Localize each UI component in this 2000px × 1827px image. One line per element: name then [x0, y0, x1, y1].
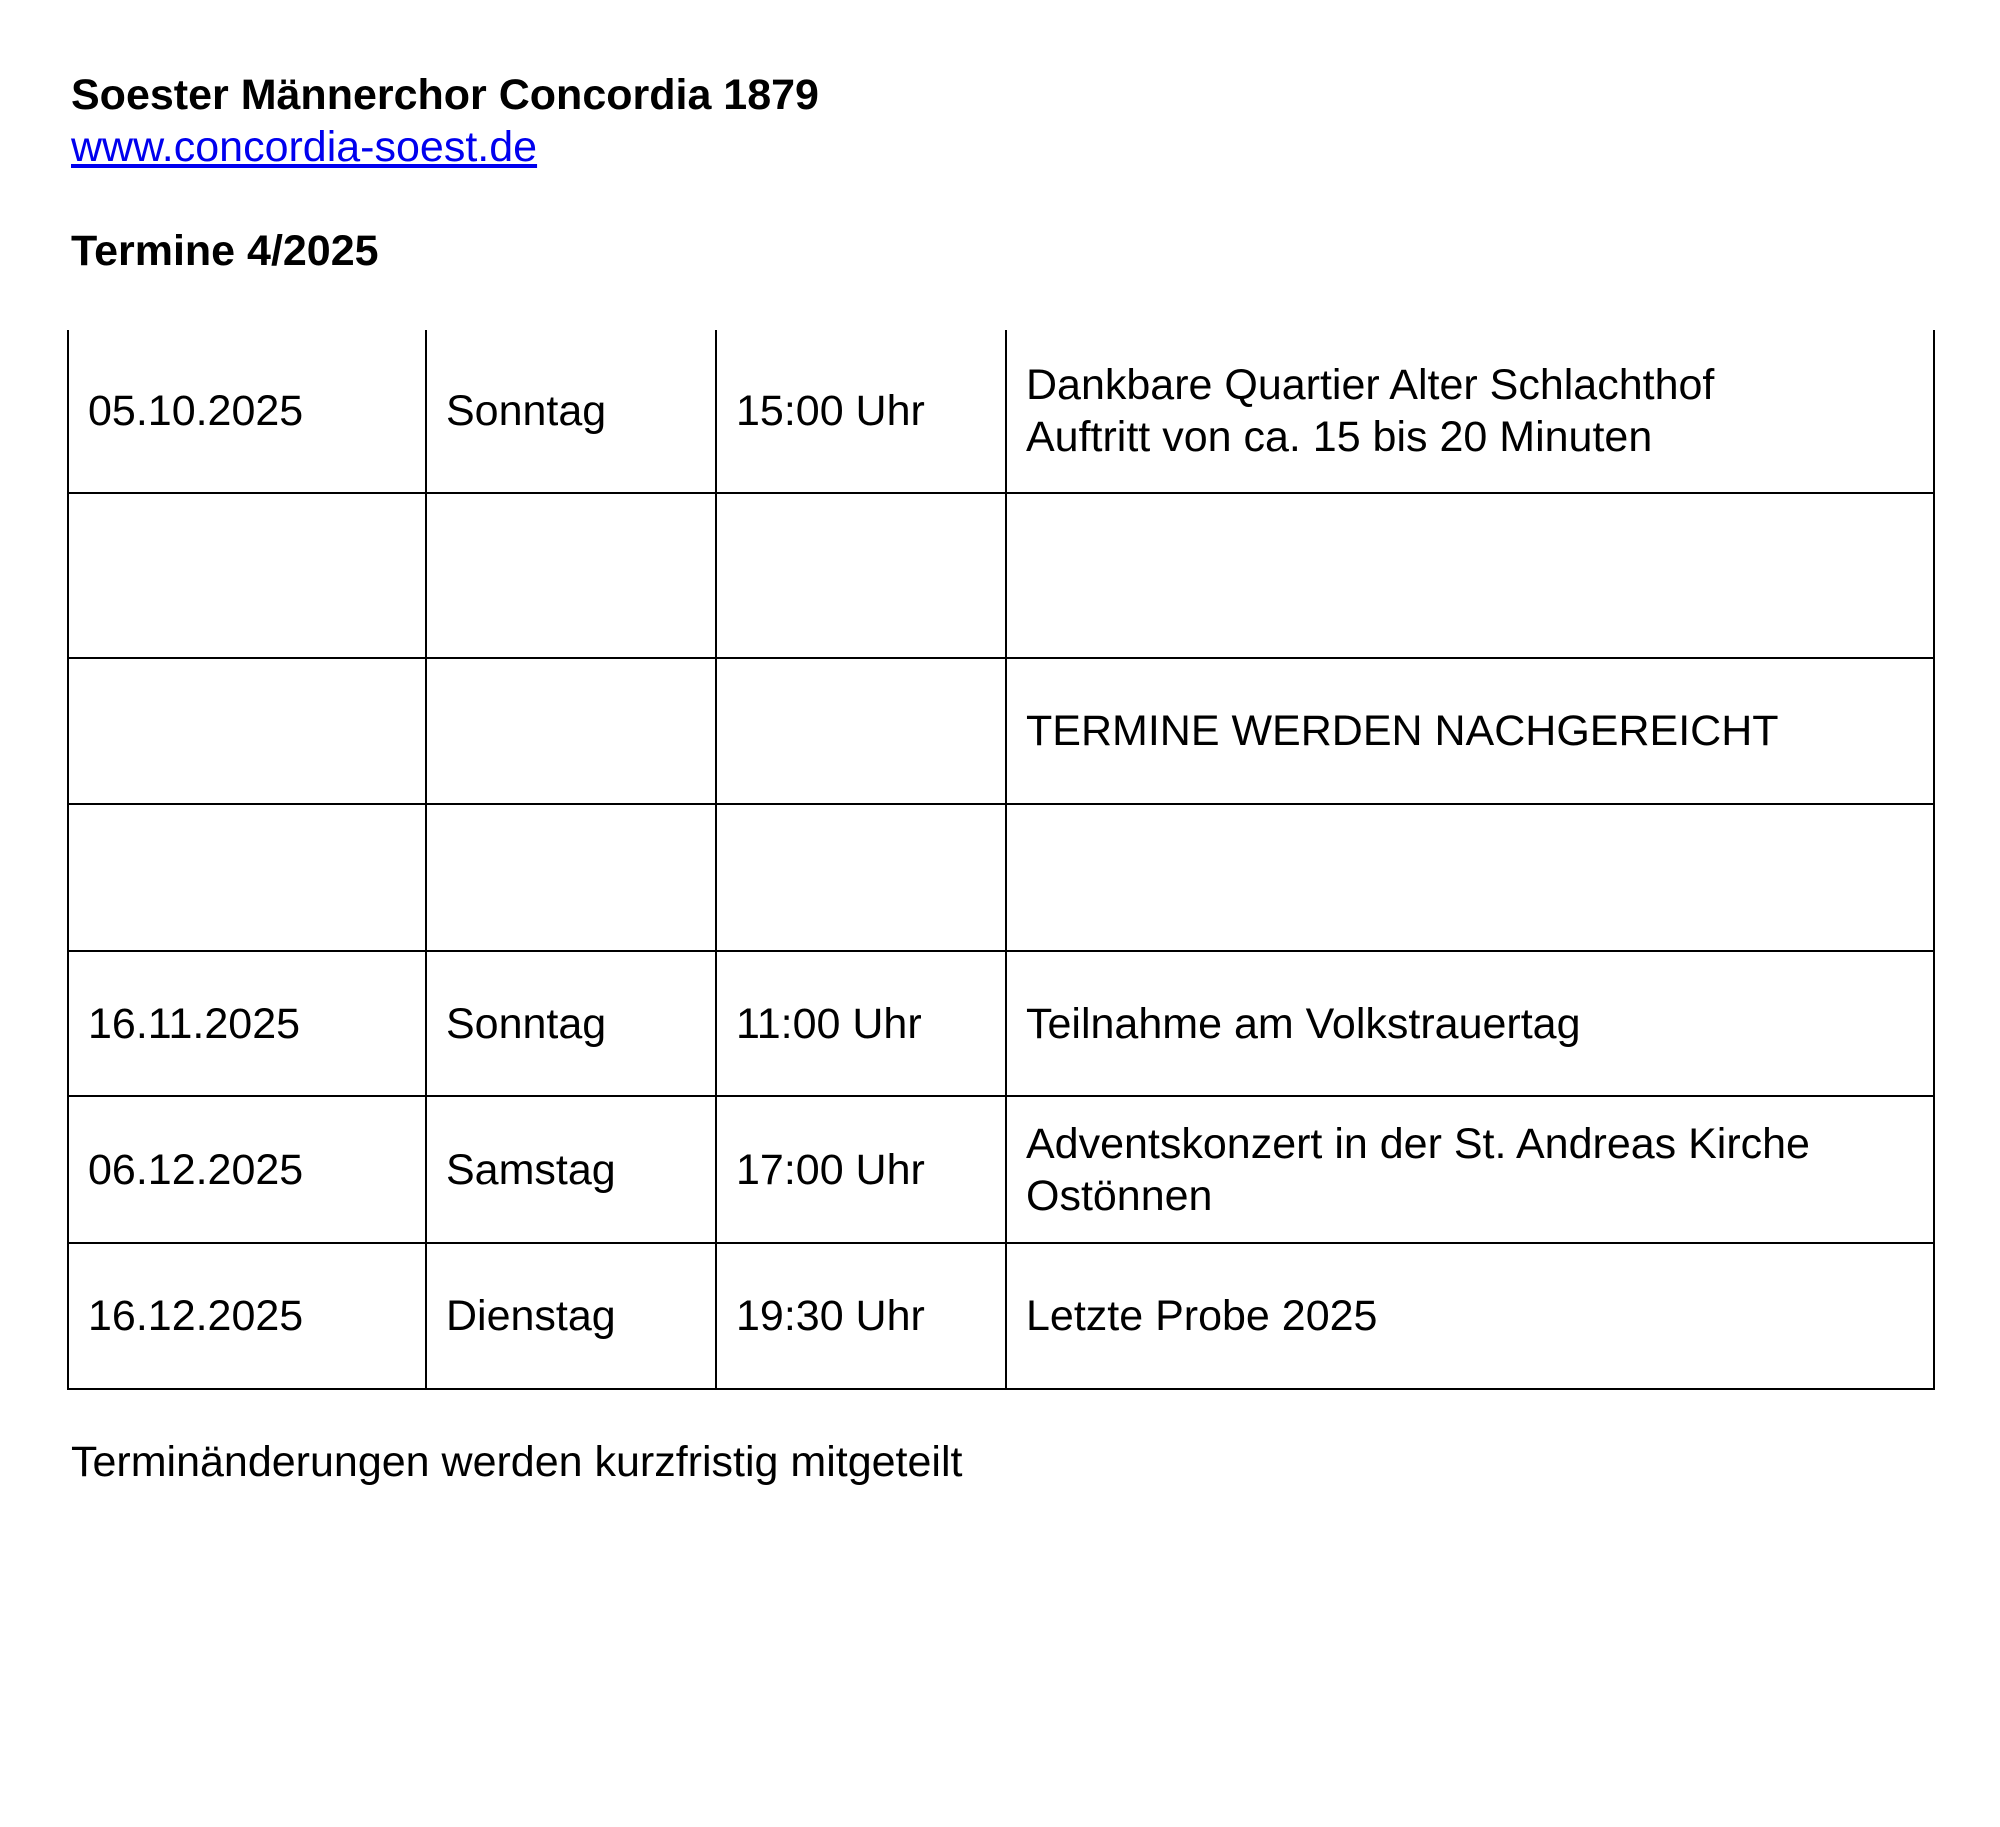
date-cell: 06.12.2025 [68, 1096, 426, 1243]
weekday-cell [426, 658, 716, 804]
weekday-cell: Sonntag [426, 330, 716, 493]
description-cell [1006, 1096, 1934, 1243]
description-line: Teilnahme am Volkstrauertag [1026, 999, 1581, 1048]
description-line: Ostönnen [1026, 1171, 1213, 1220]
website-link[interactable]: www.concordia-soest.de [71, 123, 538, 171]
time-cell: 11:00 Uhr [716, 951, 1006, 1096]
description-cell [1006, 951, 1934, 1096]
table-row [68, 1243, 1934, 1389]
time-cell: 17:00 Uhr [716, 1096, 1006, 1243]
description-line: Letzte Probe 2025 [1026, 1292, 1378, 1340]
description-cell [1006, 330, 1934, 493]
time-cell: 19:30 Uhr [716, 1243, 1006, 1389]
time-cell [716, 804, 1006, 951]
description-cell [1006, 1243, 1934, 1389]
date-cell [68, 493, 426, 658]
weekday-cell [426, 804, 716, 951]
schedule-table [67, 330, 1935, 1390]
date-cell: 16.12.2025 [68, 1243, 426, 1389]
description-line: Auftritt von ca. 15 bis 20 Minuten [1026, 413, 1653, 461]
footnote: Terminänderungen werden kurzfristig mitgeteilt [71, 1438, 963, 1486]
table-row [68, 658, 1934, 804]
table-row [68, 330, 1934, 493]
description-cell [1006, 658, 1934, 804]
time-cell [716, 658, 1006, 804]
table-row [68, 493, 1934, 658]
organization-name: Soester Männerchor Concordia 1879 [71, 71, 819, 119]
description-cell [1006, 493, 1934, 658]
date-cell [68, 804, 426, 951]
page-title: Termine 4/2025 [71, 227, 379, 275]
weekday-cell: Sonntag [426, 951, 716, 1096]
time-cell: 15:00 Uhr [716, 330, 1006, 493]
weekday-cell [426, 493, 716, 658]
table-row [68, 804, 1934, 951]
description-cell [1006, 804, 1934, 951]
time-cell [716, 493, 1006, 658]
description-line: Adventskonzert in der St. Andreas Kirche [1026, 1119, 1810, 1168]
table-row [68, 1096, 1934, 1243]
date-cell: 05.10.2025 [68, 330, 426, 493]
table-row [68, 951, 1934, 1096]
weekday-cell: Samstag [426, 1096, 716, 1243]
description-line: Dankbare Quartier Alter Schlachthof [1026, 361, 1715, 409]
description-line: TERMINE WERDEN NACHGEREICHT [1026, 707, 1779, 755]
date-cell [68, 658, 426, 804]
weekday-cell: Dienstag [426, 1243, 716, 1389]
date-cell: 16.11.2025 [68, 951, 426, 1096]
